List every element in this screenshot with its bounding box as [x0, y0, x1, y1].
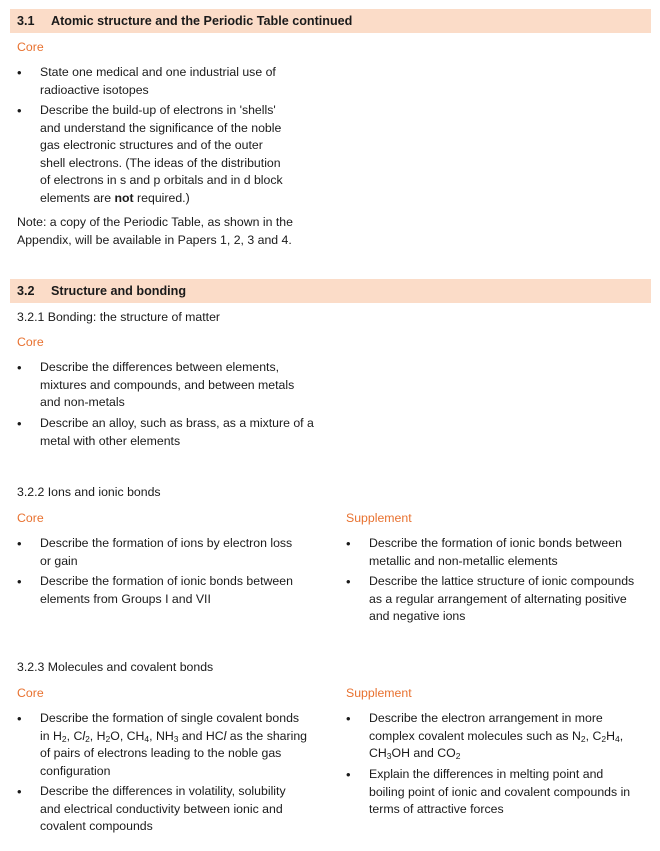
text-line: Describe the formation of ions by electron loss: [40, 536, 293, 550]
bullet: •: [346, 711, 351, 726]
supplement-label: Supplement: [346, 511, 412, 525]
text-line: configuration: [40, 763, 111, 778]
text-line: Describe the formation of single covalent bonds: [40, 711, 300, 725]
bullet: •: [17, 711, 22, 726]
supplement-label: Supplement: [346, 686, 412, 700]
core-label: Core: [17, 511, 44, 525]
section-number: 3.1: [17, 14, 35, 28]
text-line: State one medical and one industrial use of: [40, 65, 276, 79]
section-3-2-header: [10, 279, 651, 303]
text-line: elements are not required.): [40, 190, 190, 205]
section-title: Structure and bonding: [51, 284, 187, 298]
text-line: metallic and non-metallic elements: [369, 553, 558, 568]
bullet: •: [17, 574, 22, 589]
text-line: metal with other elements: [40, 433, 181, 448]
text-line: Describe the differences between elements,: [40, 360, 280, 374]
text-line: Appendix, will be available in Papers 1, 2, 3 and 4.: [17, 232, 292, 247]
subsection-heading: 3.2.1 Bonding: the structure of matter: [17, 310, 221, 324]
subsection-heading: 3.2.3 Molecules and covalent bonds: [17, 660, 214, 674]
text-line: boiling point of ionic and covalent compounds in: [369, 784, 631, 799]
text-line: and electrical conductivity between ionic and: [40, 801, 283, 816]
bullet: •: [17, 416, 22, 431]
core-label: Core: [17, 335, 44, 349]
text-line: Describe the differences in volatility, solubility: [40, 784, 286, 798]
text-line: shell electrons. (The ideas of the distribution: [40, 155, 281, 170]
text-line: terms of attractive forces: [369, 802, 504, 817]
text-line: and non-metals: [40, 395, 125, 410]
text-line: and understand the significance of the noble: [40, 120, 282, 135]
core-label: Core: [17, 40, 44, 54]
bullet: •: [17, 784, 22, 799]
subsection-heading: 3.2.2 Ions and ionic bonds: [17, 485, 161, 499]
text-line: mixtures and compounds, and between metals: [40, 377, 295, 392]
bullet: •: [17, 360, 22, 375]
text-line: in $H_2$, $Cl_2$, $H_2O$, $CH_4$, $NH_3$ and HCl as the sharing: [40, 728, 308, 744]
bullet: •: [17, 536, 22, 551]
text-line: elements from Groups I and VII: [40, 591, 211, 606]
text-line: as a regular arrangement of alternating positive: [369, 591, 627, 606]
text-line: Describe an alloy, such as brass, as a mixture of a: [40, 416, 314, 430]
text-line: of electrons in s and p orbitals and in d block: [40, 173, 283, 188]
bullet: •: [17, 103, 22, 118]
text-line: and negative ions: [369, 609, 466, 624]
text-line: Describe the formation of ionic bonds between: [40, 574, 293, 588]
text-line: complex covalent molecules such as $N_2$, $C_2H_4$,: [369, 728, 624, 744]
text-line: Describe the build-up of electrons in 'shells': [40, 103, 276, 117]
text-line: Describe the lattice structure of ionic compounds: [369, 574, 635, 588]
emphasis: not: [114, 190, 134, 205]
section-3-1-header: [10, 9, 651, 33]
bullet: •: [346, 767, 351, 782]
bullet: •: [346, 536, 351, 551]
text-line: $CH_3OH$ and $CO_2$: [369, 746, 461, 762]
core-label: Core: [17, 686, 44, 700]
text-line: gas electronic structures and of the outer: [40, 138, 263, 153]
section-number: 3.2: [17, 284, 35, 298]
text-line: radioactive isotopes: [40, 82, 149, 97]
text-line: Explain the differences in melting point and: [369, 767, 604, 781]
text-line: Note: a copy of the Periodic Table, as shown in the: [17, 215, 293, 229]
section-title: Atomic structure and the Periodic Table continued: [51, 14, 353, 28]
bullet: •: [17, 65, 22, 80]
text-line: Describe the formation of ionic bonds between: [369, 536, 622, 550]
text-line: of pairs of electrons leading to the noble gas: [40, 746, 282, 761]
bullet: •: [346, 574, 351, 589]
text-line: Describe the electron arrangement in more: [369, 711, 603, 725]
periodic-table-note: [17, 214, 293, 249]
text-line: covalent compounds: [40, 819, 153, 834]
text-line: or gain: [40, 553, 78, 568]
